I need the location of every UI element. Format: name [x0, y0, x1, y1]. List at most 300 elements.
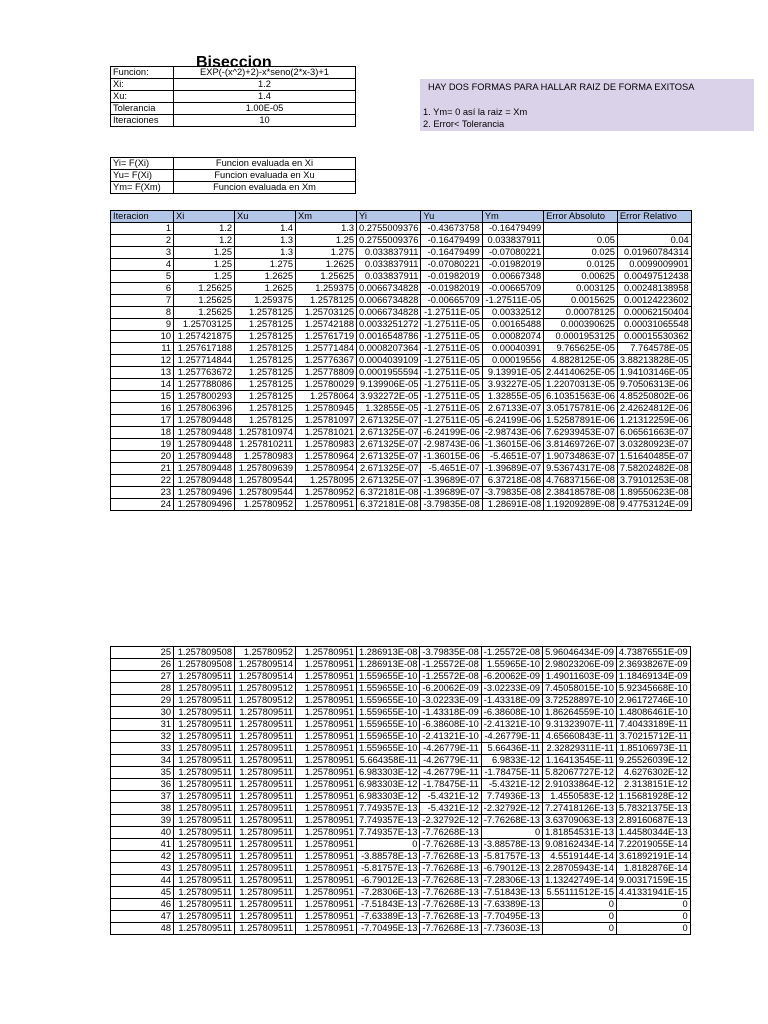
- table-cell[interactable]: 2.671325E-07: [357, 439, 421, 451]
- table-cell[interactable]: 1.257809511: [174, 851, 235, 863]
- table-cell[interactable]: 5: [111, 271, 174, 283]
- table-cell[interactable]: 1.44580344E-13: [616, 827, 690, 839]
- table-cell[interactable]: -7.70495E-13: [357, 923, 420, 935]
- table-cell[interactable]: 1.81854531E-13: [543, 827, 617, 839]
- table-cell[interactable]: 1.275: [235, 259, 296, 271]
- table-cell[interactable]: 1.257809511: [235, 851, 296, 863]
- table-cell[interactable]: 0.00165488: [482, 319, 543, 331]
- table-cell[interactable]: 1.25780951: [296, 743, 357, 755]
- table-cell[interactable]: 1.25780951: [296, 911, 357, 923]
- table-cell[interactable]: -1.27511E-05: [421, 367, 482, 379]
- table-cell[interactable]: 4.6276302E-12: [616, 767, 690, 779]
- column-header[interactable]: Ym: [482, 211, 543, 223]
- table-cell[interactable]: 1.257788086: [174, 379, 235, 391]
- table-cell[interactable]: 0.00078125: [544, 307, 618, 319]
- table-cell[interactable]: 0.0066734828: [357, 307, 421, 319]
- table-cell[interactable]: 1.32855E-05: [482, 391, 543, 403]
- table-cell[interactable]: -5.81757E-13: [357, 863, 420, 875]
- table-cell[interactable]: 3.61892191E-14: [616, 851, 690, 863]
- table-cell[interactable]: 1.2578125: [235, 403, 296, 415]
- table-cell[interactable]: -1.27511E-05: [421, 379, 482, 391]
- table-cell[interactable]: -7.76268E-13: [420, 887, 481, 899]
- table-cell[interactable]: 1.275: [296, 247, 357, 259]
- table-cell[interactable]: 1.2578125: [235, 415, 296, 427]
- table-cell[interactable]: 2.28705943E-14: [543, 863, 617, 875]
- table-cell[interactable]: 1.25: [174, 271, 235, 283]
- table-cell[interactable]: 1.259375: [235, 295, 296, 307]
- table-cell[interactable]: 0.000390625: [544, 319, 618, 331]
- table-cell[interactable]: 1.25780951: [296, 647, 357, 659]
- table-cell[interactable]: 1.257809511: [235, 839, 296, 851]
- table-cell[interactable]: 9.13991E-05: [482, 367, 543, 379]
- table-cell[interactable]: -5.4321E-12: [420, 791, 481, 803]
- table-cell[interactable]: 0.2755009376: [357, 223, 421, 235]
- table-cell[interactable]: 1.86264559E-10: [543, 707, 617, 719]
- table-cell[interactable]: -5.4651E-07: [421, 463, 482, 475]
- table-cell[interactable]: 1.2625: [235, 271, 296, 283]
- table-cell[interactable]: -0.01982019: [421, 283, 482, 295]
- table-cell[interactable]: -1.27511E-05: [421, 355, 482, 367]
- table-cell[interactable]: 1.25780951: [296, 671, 357, 683]
- table-cell[interactable]: 1.257809511: [174, 695, 235, 707]
- table-cell[interactable]: 2.89160687E-13: [616, 815, 690, 827]
- table-cell[interactable]: 34: [111, 755, 174, 767]
- table-cell[interactable]: 0.003125: [544, 283, 618, 295]
- column-header[interactable]: Iteracion: [111, 211, 174, 223]
- table-cell[interactable]: 7.62939453E-07: [544, 427, 618, 439]
- table-cell[interactable]: 28: [111, 683, 174, 695]
- table-cell[interactable]: 1.257809511: [174, 731, 235, 743]
- table-cell[interactable]: -3.79835E-08: [482, 487, 543, 499]
- table-cell[interactable]: 35: [111, 767, 174, 779]
- table-cell[interactable]: 1.25780951: [296, 683, 357, 695]
- table-cell[interactable]: -1.39689E-07: [421, 487, 482, 499]
- table-cell[interactable]: 1.25742188: [296, 319, 357, 331]
- table-cell[interactable]: 7.749357E-13: [357, 827, 420, 839]
- table-cell[interactable]: 1.257810974: [235, 427, 296, 439]
- table-cell[interactable]: 1: [111, 223, 174, 235]
- table-cell[interactable]: 9.08162434E-14: [543, 839, 617, 851]
- table-cell[interactable]: 6.9833E-12: [481, 755, 542, 767]
- table-cell[interactable]: -3.79835E-08: [421, 499, 482, 511]
- table-cell[interactable]: 19: [111, 439, 174, 451]
- table-cell[interactable]: -5.4321E-12: [420, 803, 481, 815]
- table-cell[interactable]: 1.2578125: [296, 295, 357, 307]
- column-header[interactable]: Yu: [421, 211, 482, 223]
- table-cell[interactable]: 1.257809511: [174, 887, 235, 899]
- table-cell[interactable]: 6.372181E-08: [357, 499, 421, 511]
- table-cell[interactable]: -3.02233E-09: [481, 683, 542, 695]
- table-cell[interactable]: 9.31323907E-11: [543, 719, 617, 731]
- table-cell[interactable]: 20: [111, 451, 174, 463]
- table-cell[interactable]: 1.51640485E-07: [617, 451, 691, 463]
- table-cell[interactable]: 1.25703125: [296, 307, 357, 319]
- table-cell[interactable]: 5.92345668E-10: [616, 683, 690, 695]
- table-cell[interactable]: 1.90734863E-07: [544, 451, 618, 463]
- table-cell[interactable]: 1.13242749E-14: [543, 875, 617, 887]
- table-cell[interactable]: 1.257809511: [174, 743, 235, 755]
- table-cell[interactable]: -1.39689E-07: [421, 475, 482, 487]
- table-cell[interactable]: 6.37218E-08: [482, 475, 543, 487]
- table-cell[interactable]: 1.89550623E-08: [617, 487, 691, 499]
- table-cell[interactable]: 4.8828125E-05: [544, 355, 618, 367]
- table-cell[interactable]: -4.26779E-11: [420, 743, 481, 755]
- table-cell[interactable]: 1.49011603E-09: [543, 671, 617, 683]
- table-cell[interactable]: 1.25780951: [296, 875, 357, 887]
- table-cell[interactable]: 1.16413545E-11: [543, 755, 617, 767]
- table-cell[interactable]: 2.96172746E-10: [616, 695, 690, 707]
- table-cell[interactable]: -3.79835E-08: [420, 647, 481, 659]
- table-cell[interactable]: 23: [111, 487, 174, 499]
- table-cell[interactable]: 21: [111, 463, 174, 475]
- table-cell[interactable]: 2.671325E-07: [357, 427, 421, 439]
- table-cell[interactable]: -2.98743E-06: [482, 427, 543, 439]
- table-cell[interactable]: 8: [111, 307, 174, 319]
- table-cell[interactable]: 1.2578125: [235, 391, 296, 403]
- table-cell[interactable]: -1.43318E-09: [481, 695, 542, 707]
- legend-value[interactable]: Funcion evaluada en Xm: [174, 182, 356, 194]
- table-cell[interactable]: -0.01982019: [482, 259, 543, 271]
- table-cell[interactable]: 0.0099009901: [617, 259, 691, 271]
- table-cell[interactable]: 0.0001953125: [544, 331, 618, 343]
- table-cell[interactable]: -7.76268E-13: [420, 911, 481, 923]
- table-cell[interactable]: 0.0001955594: [357, 367, 421, 379]
- table-cell[interactable]: 1.257809511: [174, 815, 235, 827]
- column-header[interactable]: Error Relativo: [617, 211, 691, 223]
- table-cell[interactable]: 30: [111, 707, 174, 719]
- table-cell[interactable]: -1.39689E-07: [482, 463, 543, 475]
- table-cell[interactable]: -5.4651E-07: [482, 451, 543, 463]
- table-cell[interactable]: 5.66436E-11: [481, 743, 542, 755]
- table-cell[interactable]: 3: [111, 247, 174, 259]
- table-cell[interactable]: 1.257809511: [174, 719, 235, 731]
- table-cell[interactable]: 4.65660843E-11: [543, 731, 617, 743]
- table-cell[interactable]: 1.257809511: [174, 791, 235, 803]
- table-cell[interactable]: -3.88578E-13: [481, 839, 542, 851]
- table-cell[interactable]: -6.79012E-13: [357, 875, 420, 887]
- table-cell[interactable]: 0.00332512: [482, 307, 543, 319]
- table-cell[interactable]: 1.257809448: [174, 427, 235, 439]
- table-cell[interactable]: 1.18469134E-09: [616, 671, 690, 683]
- table-cell[interactable]: 1.257809511: [235, 899, 296, 911]
- table-cell[interactable]: 1.25780951: [296, 827, 357, 839]
- table-cell[interactable]: 1.25780951: [296, 499, 357, 511]
- table-cell[interactable]: 1.257809511: [235, 875, 296, 887]
- table-cell[interactable]: 1.25625: [174, 283, 235, 295]
- table-cell[interactable]: 1.25703125: [174, 319, 235, 331]
- table-cell[interactable]: 1.257809511: [235, 827, 296, 839]
- table-cell[interactable]: 1.257809511: [174, 803, 235, 815]
- table-cell[interactable]: 2.91033864E-12: [543, 779, 617, 791]
- table-cell[interactable]: 2.67133E-07: [482, 403, 543, 415]
- table-cell[interactable]: 2: [111, 235, 174, 247]
- table-cell[interactable]: 5.664358E-11: [357, 755, 420, 767]
- table-cell[interactable]: 5.96046434E-09: [543, 647, 617, 659]
- table-cell[interactable]: 1.48086461E-10: [616, 707, 690, 719]
- table-cell[interactable]: 0: [616, 899, 690, 911]
- table-cell[interactable]: 1.25780951: [296, 719, 357, 731]
- table-cell[interactable]: -2.98743E-06: [421, 439, 482, 451]
- table-cell[interactable]: 1.257809511: [235, 923, 296, 935]
- table-cell[interactable]: 1.25778809: [296, 367, 357, 379]
- table-cell[interactable]: 7.74936E-13: [481, 791, 542, 803]
- table-cell[interactable]: 1.257806396: [174, 403, 235, 415]
- table-cell[interactable]: 42: [111, 851, 174, 863]
- table-cell[interactable]: 1.15681928E-12: [616, 791, 690, 803]
- table-cell[interactable]: 37: [111, 791, 174, 803]
- legend-label[interactable]: Yi= F(Xi): [111, 158, 174, 170]
- table-cell[interactable]: 9.53674317E-08: [544, 463, 618, 475]
- table-cell[interactable]: 0.033837911: [357, 247, 421, 259]
- table-cell[interactable]: 1.3: [235, 247, 296, 259]
- table-cell[interactable]: -1.27511E-05: [421, 403, 482, 415]
- table-cell[interactable]: 0.033837911: [357, 271, 421, 283]
- table-cell[interactable]: -7.76268E-13: [420, 875, 481, 887]
- table-cell[interactable]: -2.41321E-10: [481, 719, 542, 731]
- table-cell[interactable]: 4.73876551E-09: [616, 647, 690, 659]
- table-cell[interactable]: 16: [111, 403, 174, 415]
- column-header[interactable]: Xu: [235, 211, 296, 223]
- table-cell[interactable]: 4: [111, 259, 174, 271]
- table-cell[interactable]: 1.25625: [296, 271, 357, 283]
- table-cell[interactable]: 3.70215712E-11: [616, 731, 690, 743]
- table-cell[interactable]: 0.00082074: [482, 331, 543, 343]
- table-cell[interactable]: 47: [111, 911, 174, 923]
- table-cell[interactable]: 25: [111, 647, 174, 659]
- table-cell[interactable]: 1.257809544: [235, 475, 296, 487]
- table-cell[interactable]: 1.25780951: [296, 923, 357, 935]
- table-cell[interactable]: 6.06561663E-07: [617, 427, 691, 439]
- table-cell[interactable]: -7.51843E-13: [481, 887, 542, 899]
- table-cell[interactable]: 6.372181E-08: [357, 487, 421, 499]
- table-cell[interactable]: 0.01960784314: [617, 247, 691, 259]
- table-cell[interactable]: 1.25780951: [296, 899, 357, 911]
- table-cell[interactable]: 1.257809511: [235, 815, 296, 827]
- table-cell[interactable]: 6: [111, 283, 174, 295]
- table-cell[interactable]: 1.25780951: [296, 767, 357, 779]
- table-cell[interactable]: 31: [111, 719, 174, 731]
- table-cell[interactable]: 6.983303E-12: [357, 779, 420, 791]
- table-cell[interactable]: 7.764578E-05: [617, 343, 691, 355]
- table-cell[interactable]: -1.27511E-05: [421, 319, 482, 331]
- table-cell[interactable]: 1.257714844: [174, 355, 235, 367]
- table-cell[interactable]: -1.27511E-05: [421, 331, 482, 343]
- table-cell[interactable]: 1.52587891E-06: [544, 415, 618, 427]
- table-cell[interactable]: 2.42624812E-06: [617, 403, 691, 415]
- table-cell[interactable]: -7.76268E-13: [420, 839, 481, 851]
- table-cell[interactable]: -1.25572E-08: [481, 647, 542, 659]
- table-cell[interactable]: 1.559655E-10: [357, 671, 420, 683]
- table-cell[interactable]: 1.257809511: [174, 827, 235, 839]
- table-cell[interactable]: 1.25780951: [296, 887, 357, 899]
- table-cell[interactable]: 1.559655E-10: [357, 683, 420, 695]
- table-cell[interactable]: 0.00124223602: [617, 295, 691, 307]
- table-cell[interactable]: 1.25776367: [296, 355, 357, 367]
- table-cell[interactable]: 1.25780952: [235, 499, 296, 511]
- table-cell[interactable]: 0.00040391: [482, 343, 543, 355]
- table-cell[interactable]: 1.257809511: [235, 743, 296, 755]
- table-cell[interactable]: -4.26779E-11: [481, 731, 542, 743]
- table-cell[interactable]: 9: [111, 319, 174, 331]
- table-cell[interactable]: 1.257809544: [235, 487, 296, 499]
- table-cell[interactable]: -0.43673758: [421, 223, 482, 235]
- table-cell[interactable]: 0.00031065548: [617, 319, 691, 331]
- table-cell[interactable]: 1.2625: [235, 283, 296, 295]
- table-cell[interactable]: 7.22019055E-14: [616, 839, 690, 851]
- table-cell[interactable]: 0.00015530362: [617, 331, 691, 343]
- table-cell[interactable]: -1.36015E-06: [421, 451, 482, 463]
- table-cell[interactable]: -7.28306E-13: [481, 875, 542, 887]
- table-cell[interactable]: 3.932272E-05: [357, 391, 421, 403]
- table-cell[interactable]: 1.28691E-08: [482, 499, 543, 511]
- table-cell[interactable]: 7.45058015E-10: [543, 683, 617, 695]
- table-cell[interactable]: 1.25: [174, 259, 235, 271]
- param-label[interactable]: Funcion:: [111, 67, 174, 79]
- param-label[interactable]: Xi:: [111, 79, 174, 91]
- table-cell[interactable]: -6.38608E-10: [481, 707, 542, 719]
- table-cell[interactable]: 1.2578095: [296, 475, 357, 487]
- table-cell[interactable]: 24: [111, 499, 174, 511]
- table-cell[interactable]: 13: [111, 367, 174, 379]
- table-cell[interactable]: 1.286913E-08: [357, 659, 420, 671]
- table-cell[interactable]: 1.257809496: [174, 499, 235, 511]
- table-cell[interactable]: 9.70506313E-06: [617, 379, 691, 391]
- table-cell[interactable]: 1.257809511: [174, 707, 235, 719]
- table-cell[interactable]: 1.25625: [174, 307, 235, 319]
- table-cell[interactable]: -0.16479499: [421, 235, 482, 247]
- table-cell[interactable]: -1.36015E-06: [482, 439, 543, 451]
- table-cell[interactable]: 1.25780951: [296, 839, 357, 851]
- param-label[interactable]: Tolerancia: [111, 103, 174, 115]
- table-cell[interactable]: 1.257421875: [174, 331, 235, 343]
- table-cell[interactable]: 6.10351563E-06: [544, 391, 618, 403]
- table-cell[interactable]: 0: [616, 923, 690, 935]
- table-cell[interactable]: 1.257809511: [174, 875, 235, 887]
- table-cell[interactable]: 1.2578125: [235, 319, 296, 331]
- table-cell[interactable]: -0.00665709: [421, 295, 482, 307]
- table-cell[interactable]: 1.25780951: [296, 851, 357, 863]
- table-cell[interactable]: 0: [543, 911, 617, 923]
- table-cell[interactable]: 1.257809511: [235, 911, 296, 923]
- table-cell[interactable]: 48: [111, 923, 174, 935]
- table-cell[interactable]: 1.257809448: [174, 463, 235, 475]
- table-cell[interactable]: 0.0004039109: [357, 355, 421, 367]
- table-cell[interactable]: 1.25780945: [296, 403, 357, 415]
- param-label[interactable]: Xu:: [111, 91, 174, 103]
- table-cell[interactable]: -2.41321E-10: [420, 731, 481, 743]
- table-cell[interactable]: 0.00062150404: [617, 307, 691, 319]
- table-cell[interactable]: 0.04: [617, 235, 691, 247]
- table-cell[interactable]: 17: [111, 415, 174, 427]
- table-cell[interactable]: 7: [111, 295, 174, 307]
- table-cell[interactable]: -7.70495E-13: [481, 911, 542, 923]
- table-cell[interactable]: 11: [111, 343, 174, 355]
- table-cell[interactable]: -7.76268E-13: [420, 863, 481, 875]
- table-cell[interactable]: 1.25780951: [296, 707, 357, 719]
- table-cell[interactable]: 18: [111, 427, 174, 439]
- table-cell[interactable]: 1.257809512: [235, 683, 296, 695]
- table-cell[interactable]: [544, 223, 618, 235]
- table-cell[interactable]: -6.24199E-06: [421, 427, 482, 439]
- table-cell[interactable]: 1.25: [174, 247, 235, 259]
- table-cell[interactable]: 1.32855E-05: [357, 403, 421, 415]
- table-cell[interactable]: 1.8182876E-14: [616, 863, 690, 875]
- table-cell[interactable]: 1.257617188: [174, 343, 235, 355]
- table-cell[interactable]: -7.76268E-13: [481, 815, 542, 827]
- table-cell[interactable]: 1.2578125: [235, 379, 296, 391]
- table-cell[interactable]: 0.00625: [544, 271, 618, 283]
- table-cell[interactable]: -6.79012E-13: [481, 863, 542, 875]
- table-cell[interactable]: 1.257809511: [174, 911, 235, 923]
- table-cell[interactable]: 0.033837911: [482, 235, 543, 247]
- table-cell[interactable]: -6.20062E-09: [420, 683, 481, 695]
- legend-value[interactable]: Funcion evaluada en Xi: [174, 158, 356, 170]
- table-cell[interactable]: -7.73603E-13: [481, 923, 542, 935]
- table-cell[interactable]: 1.257800293: [174, 391, 235, 403]
- table-cell[interactable]: -1.27511E-05: [421, 343, 482, 355]
- table-cell[interactable]: 1.25780951: [296, 791, 357, 803]
- table-cell[interactable]: 36: [111, 779, 174, 791]
- table-cell[interactable]: 0.2755009376: [357, 235, 421, 247]
- table-cell[interactable]: -7.76268E-13: [420, 851, 481, 863]
- table-cell[interactable]: -7.76268E-13: [420, 923, 481, 935]
- table-cell[interactable]: -1.43318E-09: [420, 707, 481, 719]
- table-cell[interactable]: 1.257809448: [174, 475, 235, 487]
- table-cell[interactable]: 1.257809508: [174, 647, 235, 659]
- table-cell[interactable]: 1.4: [235, 223, 296, 235]
- table-cell[interactable]: -6.20062E-09: [481, 671, 542, 683]
- table-cell[interactable]: 4.5519144E-14: [543, 851, 617, 863]
- table-cell[interactable]: 1.25780951: [296, 803, 357, 815]
- table-cell[interactable]: 0.0033251272: [357, 319, 421, 331]
- table-cell[interactable]: 1.25780983: [235, 451, 296, 463]
- table-cell[interactable]: 0: [481, 827, 542, 839]
- table-cell[interactable]: 6.983303E-12: [357, 791, 420, 803]
- table-cell[interactable]: 1.257809514: [235, 659, 296, 671]
- table-cell[interactable]: -1.25572E-08: [420, 671, 481, 683]
- table-cell[interactable]: -7.76268E-13: [420, 899, 481, 911]
- table-cell[interactable]: 2.671325E-07: [357, 415, 421, 427]
- table-cell[interactable]: 2.44140625E-05: [544, 367, 618, 379]
- table-cell[interactable]: 1.257809511: [174, 923, 235, 935]
- table-cell[interactable]: 1.257809511: [174, 779, 235, 791]
- table-cell[interactable]: 1.559655E-10: [357, 695, 420, 707]
- table-cell[interactable]: 1.257809511: [174, 863, 235, 875]
- table-cell[interactable]: 9.47753124E-09: [617, 499, 691, 511]
- table-cell[interactable]: 1.25771484: [296, 343, 357, 355]
- param-value[interactable]: 1.4: [174, 91, 356, 103]
- table-cell[interactable]: 5.55111512E-15: [543, 887, 617, 899]
- table-cell[interactable]: 1.257809511: [235, 719, 296, 731]
- table-cell[interactable]: -5.81757E-13: [481, 851, 542, 863]
- param-value[interactable]: 1.00E-05: [174, 103, 356, 115]
- table-cell[interactable]: 1.2578125: [235, 367, 296, 379]
- table-cell[interactable]: 1.257809511: [174, 671, 235, 683]
- table-cell[interactable]: 1.559655E-10: [357, 731, 420, 743]
- table-cell[interactable]: 15: [111, 391, 174, 403]
- table-cell[interactable]: 1.25761719: [296, 331, 357, 343]
- table-cell[interactable]: 2.671325E-07: [357, 451, 421, 463]
- column-header[interactable]: Xm: [296, 211, 357, 223]
- table-cell[interactable]: 1.259375: [296, 283, 357, 295]
- table-cell[interactable]: -1.27511E-05: [421, 415, 482, 427]
- table-cell[interactable]: -0.07080221: [482, 247, 543, 259]
- table-cell[interactable]: 1.3: [235, 235, 296, 247]
- table-cell[interactable]: 45: [111, 887, 174, 899]
- table-cell[interactable]: 1.25625: [174, 295, 235, 307]
- table-cell[interactable]: 40: [111, 827, 174, 839]
- table-cell[interactable]: 3.05175781E-06: [544, 403, 618, 415]
